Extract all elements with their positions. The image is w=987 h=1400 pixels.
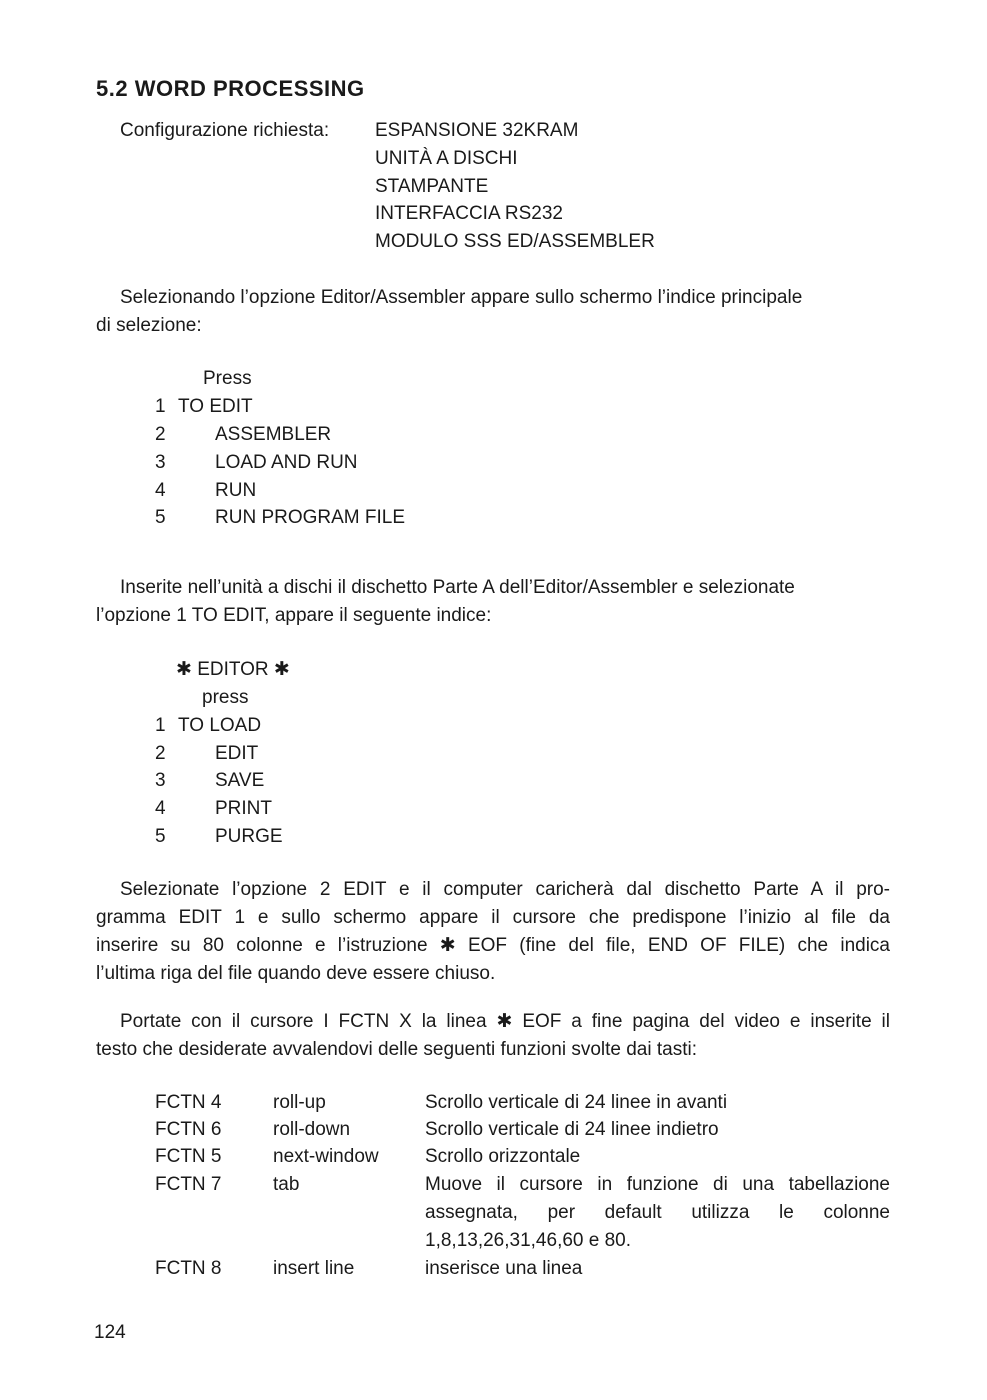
config-label: Configurazione richiesta: [120, 120, 330, 141]
editor-menu-number: 3 [155, 770, 166, 791]
function-name: tab [273, 1174, 300, 1195]
function-name: insert line [273, 1258, 355, 1279]
function-key: FCTN 4 [155, 1092, 222, 1113]
main-menu-item: ASSEMBLER [215, 424, 332, 445]
function-description: Muove il cursore in funzione di una tabellazione [425, 1174, 890, 1195]
intro-paragraph-line: di selezione: [96, 315, 202, 336]
editor-menu-number: 2 [155, 743, 166, 764]
function-description: inserisce una linea [425, 1258, 583, 1279]
function-description: Scrollo verticale di 24 linee indietro [425, 1119, 719, 1140]
function-key: FCTN 5 [155, 1146, 222, 1167]
editor-menu-item: EDIT [215, 743, 259, 764]
main-menu-number: 3 [155, 452, 166, 473]
function-key: FCTN 8 [155, 1258, 222, 1279]
edit-paragraph-line: l’ultima riga del file quando deve essere chiuso. [96, 963, 496, 984]
function-name: next-window [273, 1146, 379, 1167]
function-description: assegnata, per default utilizza le colonne [425, 1202, 890, 1223]
config-item: STAMPANTE [375, 176, 489, 197]
config-item: INTERFACCIA RS232 [375, 203, 563, 224]
main-menu-item: TO EDIT [178, 396, 253, 417]
edit-paragraph-line: inserire su 80 colonne e l’istruzione ✱ EOF (fine del file, END OF FILE) che indica [96, 935, 890, 956]
editor-menu-number: 4 [155, 798, 166, 819]
editor-menu-item: SAVE [215, 770, 265, 791]
cursor-paragraph-line: Portate con il cursore I FCTN X la linea ✱ EOF a fine pagina del video e inserite il [120, 1011, 890, 1032]
function-key: FCTN 6 [155, 1119, 222, 1140]
main-menu-number: 4 [155, 480, 166, 501]
config-item: UNITÀ A DISCHI [375, 148, 518, 169]
editor-menu-item: PRINT [215, 798, 272, 819]
section-title: 5.2 WORD PROCESSING [96, 76, 365, 101]
main-menu-item: RUN [215, 480, 257, 501]
function-description: 1,8,13,26,31,46,60 e 80. [425, 1230, 632, 1251]
page-number: 124 [94, 1322, 126, 1343]
main-menu-number: 2 [155, 424, 166, 445]
editor-menu-title: ✱ EDITOR ✱ [176, 659, 290, 680]
edit-paragraph-line: gramma EDIT 1 e sullo schermo appare il cursore che predispone l’inizio al file da [96, 907, 890, 928]
config-item: ESPANSIONE 32KRAM [375, 120, 579, 141]
function-name: roll-up [273, 1092, 326, 1113]
main-menu-number: 1 [155, 396, 166, 417]
config-item: MODULO SSS ED/ASSEMBLER [375, 231, 655, 252]
main-menu-item: RUN PROGRAM FILE [215, 507, 406, 528]
main-menu-number: 5 [155, 507, 166, 528]
insert-paragraph-line: Inserite nell’unità a dischi il dischetto Parte A dell’Editor/Assembler e selezionate [120, 577, 795, 598]
function-key: FCTN 7 [155, 1174, 222, 1195]
intro-paragraph-line: Selezionando l’opzione Editor/Assembler appare sullo schermo l’indice principale [120, 287, 803, 308]
main-menu-item: LOAD AND RUN [215, 452, 358, 473]
editor-menu-number: 5 [155, 826, 166, 847]
cursor-paragraph-line: testo che desiderate avvalendovi delle seguenti funzioni svolte dai tasti: [96, 1039, 697, 1060]
editor-menu-number: 1 [155, 715, 166, 736]
editor-menu-item: TO LOAD [178, 715, 262, 736]
function-description: Scrollo verticale di 24 linee in avanti [425, 1092, 728, 1113]
insert-paragraph-line: l’opzione 1 TO EDIT, appare il seguente indice: [96, 605, 492, 626]
main-menu-header: Press [203, 368, 252, 389]
edit-paragraph-line: Selezionate l’opzione 2 EDIT e il computer caricherà dal dischetto Parte A il pro- [120, 879, 890, 900]
editor-menu-item: PURGE [215, 826, 283, 847]
function-name: roll-down [273, 1119, 351, 1140]
editor-menu-header: press [202, 687, 249, 708]
function-description: Scrollo orizzontale [425, 1146, 581, 1167]
